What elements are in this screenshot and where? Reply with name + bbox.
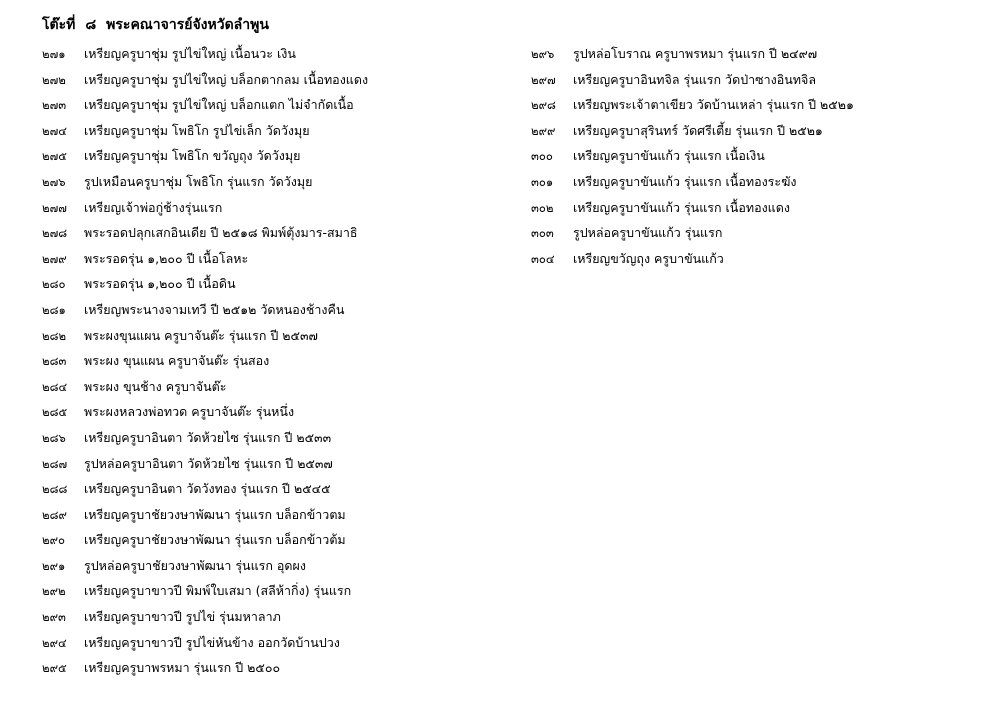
item-number: ๒๘๕ [42,405,68,420]
item-text: พระผง ขุนแผน ครูบาจันต๊ะ รุ่นสอง [84,353,270,369]
item-number: ๒๙๐ [42,533,66,548]
item-text: เหรียญครูบาชุ่ม รูปไข่ใหญ่ บล็อกแตก ไม่จำกัดเนื้อ [84,97,354,113]
item-number: ๒๗๙ [42,251,67,266]
item-number: ๒๗๕ [42,149,67,164]
page-title [42,14,269,36]
item-list-left [42,41,368,681]
list-item [42,502,368,528]
item-number: ๒๘๙ [42,507,67,522]
list-item [42,143,368,169]
item-number: ๒๗๖ [42,174,66,189]
item-text: เหรียญครูบาอินตา วัดวังทอง รุ่นแรก ปี ๒๕๔๕ [84,481,331,497]
item-number: ๒๙๓ [42,610,66,625]
item-number: ๓๐๒ [531,200,554,215]
item-text: เหรียญครูบาขันแก้ว รุ่นแรก เนื้อทองระฆัง [573,173,797,189]
item-text: พระผงหลวงพ่อทวด ครูบาจันต๊ะ รุ่นหนึ่ง [84,404,295,420]
list-item [531,92,854,118]
item-text: พระผงขุนแผน ครูบาจันต๊ะ รุ่นแรก ปี ๒๕๓๗ [84,327,318,343]
item-number: ๓๐๐ [531,149,553,164]
item-text: เหรียญครูบาอินตา วัดห้วยไซ รุ่นแรก ปี ๒๕๓๓ [84,429,332,445]
list-item [42,451,368,477]
item-number: ๒๘๗ [42,456,68,471]
list-item [42,67,368,93]
list-item [42,399,368,425]
list-item [42,271,368,297]
item-number: ๒๙๖ [531,47,555,61]
list-item [42,118,368,144]
list-item [42,527,368,553]
list-item [42,553,368,579]
item-number: ๒๘๐ [42,277,66,292]
item-text: เหรียญครูบาสุรินทร์ วัดศรีเตี้ย รุ่นแรก ปี ๒๕๒๑ [573,122,823,138]
item-text: เหรียญครูบาชัยวงษาพัฒนา รุ่นแรก บล็อกข้าวตม [84,506,346,522]
item-text: รูปหล่อครูบาขันแก้ว รุ่นแรก [573,225,723,241]
item-number: ๓๐๓ [531,226,554,241]
item-number: ๒๙๑ [42,558,66,573]
item-number: ๒๗๑ [42,47,66,61]
list-item [531,220,854,246]
item-text: รูปหล่อโบราณ ครูบาพรหมา รุ่นแรก ปี ๒๔๙๗ [573,46,818,61]
list-item [42,476,368,502]
item-number: ๒๙๙ [531,123,556,138]
list-item [42,195,368,221]
item-text: เหรียญครูบาขาวปี รูปไข่ รุ่นมหาลาภ [84,609,281,625]
item-number: ๒๘๘ [42,482,68,497]
item-number: ๒๙๔ [42,635,67,650]
item-text: เหรียญครูบาขันแก้ว รุ่นแรก เนื้อเงิน [573,148,765,164]
item-number: ๒๗๗ [42,200,67,215]
list-item [531,169,854,195]
item-text: เหรียญครูบาขันแก้ว รุ่นแรก เนื้อทองแดง [573,199,790,215]
list-item [42,425,368,451]
item-text: เหรียญครูบาชุ่ม โพธิโก ขวัญถุง วัดวังมุย [84,148,301,164]
list-item [42,374,368,400]
item-text: พระผง ขุนช้าง ครูบาจันต๊ะ [84,378,227,394]
item-text: เหรียญครูบาพรหมา รุ่นแรก ปี ๒๕๐๐ [84,660,281,676]
list-item [531,246,854,272]
table-number: ๘ [85,17,97,33]
list-item [42,630,368,656]
title-text: พระคณาจารย์จังหวัดลำพูน [106,17,269,33]
item-text: รูปเหมือนครูบาชุ่ม โพธิโก รุ่นแรก วัดวังมุย [84,173,313,189]
item-text: เหรียญครูบาชัยวงษาพัฒนา รุ่นแรก บล็อกข้าวต้ม [84,532,346,548]
item-text: เหรียญพระนางจามเทวี ปี ๒๕๑๒ วัดหนองช้างคืน [84,301,345,317]
item-number: ๓๐๔ [531,251,555,266]
list-item [42,246,368,272]
item-text: เหรียญขวัญถุง ครูบาขันแก้ว [573,250,724,266]
item-number: ๒๗๔ [42,123,67,138]
item-number: ๒๘๔ [42,379,68,394]
list-item [42,578,368,604]
item-number: ๒๘๓ [42,354,67,369]
item-text: รูปหล่อครูบาอินตา วัดห้วยไซ รุ่นแรก ปี ๒๕๓๗ [84,455,333,471]
item-text: พระรอดรุ่น ๑,๒๐๐ ปี เนื้อดิน [84,276,236,292]
list-item [42,169,368,195]
item-text: เหรียญครูบาอินทจิล รุ่นแรก วัดป่าซางอินทจิล [573,71,817,87]
item-text: พระรอดปลุกเสกอินเดีย ปี ๒๕๑๘ พิมพ์ตุ้งมาร-สมาธิ [84,225,358,241]
item-number: ๒๙๗ [531,72,556,87]
item-number: ๒๘๖ [42,430,66,445]
list-item [42,604,368,630]
item-number: ๒๘๒ [42,328,67,343]
item-number: ๒๘๑ [42,302,66,317]
item-number: ๒๙๘ [531,98,556,113]
list-item [531,118,854,144]
list-item [531,41,854,67]
title-prefix: โต๊ะที่ [42,17,76,33]
list-item [42,92,368,118]
item-text: เหรียญพระเจ้าตาเขียว วัดบ้านเหล่า รุ่นแรก ปี ๒๕๒๑ [573,97,854,113]
list-item [42,297,368,323]
item-text: เหรียญเจ้าพ่อกู่ช้างรุ่นแรก [84,199,223,215]
item-number: ๒๙๕ [42,661,67,676]
item-text: รูปหล่อครูบาชัยวงษาพัฒนา รุ่นแรก อุดผง [84,557,306,573]
list-item [531,195,854,221]
item-number: ๒๗๘ [42,226,68,241]
item-number: ๒๗๓ [42,98,67,113]
item-text: เหรียญครูบาชุ่ม โพธิโก รูปไข่เล็ก วัดวังมุย [84,122,310,138]
list-item [42,655,368,681]
list-item [531,143,854,169]
item-text: เหรียญครูบาขาวปี รูปไข่หันข้าง ออกวัดบ้านปวง [84,634,340,650]
list-item [531,67,854,93]
list-item [42,41,368,67]
item-text: พระรอดรุ่น ๑,๒๐๐ ปี เนื้อโลหะ [84,250,249,266]
item-text: เหรียญครูบาขาวปี พิมพ์ใบเสมา (สลีห้ากิ่ง) รุ่นแรก [84,583,352,599]
item-text: เหรียญครูบาชุ่ม รูปไข่ใหญ่ บล็อกตากลม เนื้อทองแดง [84,71,369,87]
list-item [42,220,368,246]
item-number: ๒๙๒ [42,584,66,599]
item-number: ๓๐๑ [531,174,554,189]
list-item [42,348,368,374]
item-text: เหรียญครูบาชุ่ม รูปไข่ใหญ่ เนื้อนวะ เงิน [84,46,296,61]
item-number: ๒๗๒ [42,72,66,87]
list-item [42,323,368,349]
item-list-right [531,41,854,271]
